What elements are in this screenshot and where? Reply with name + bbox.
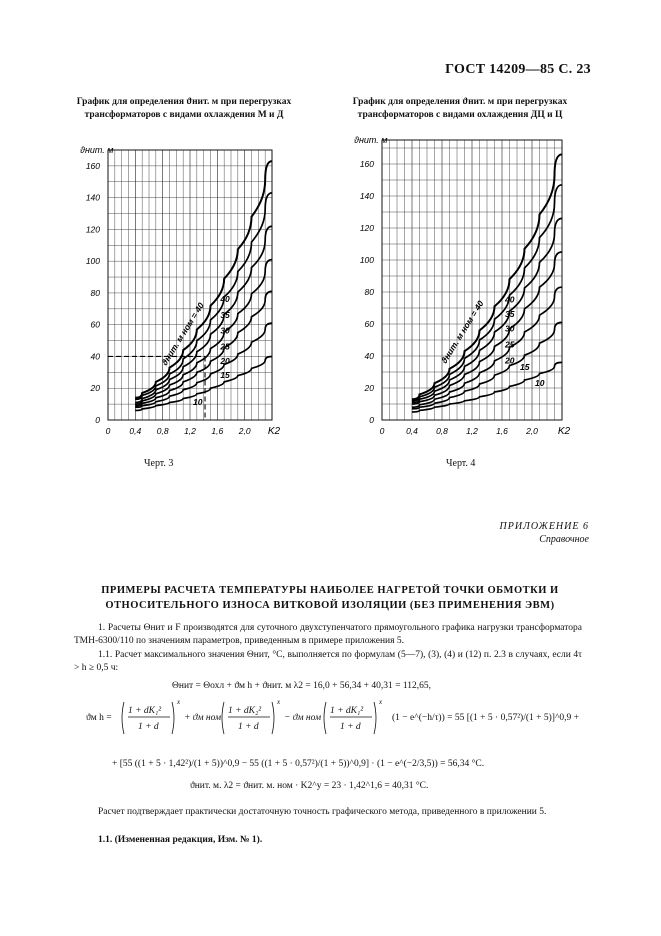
paragraph-amendment: 1.1. (Измененная редакция, Изм. № 1). — [98, 835, 263, 845]
appendix-subtitle: Справочное — [539, 534, 589, 545]
section-title-line2: ОТНОСИТЕЛЬНОГО ИЗНОСА ВИТКОВОЙ ИЗОЛЯЦИИ (БЕЗ ПРИМЕНЕНИЯ ЭВМ) — [105, 600, 555, 611]
x-tick-label: 1,2 — [184, 426, 196, 436]
chart4-title-line1: График для определения ϑнит. м при перегрузках — [352, 97, 568, 107]
series-label-10: 10 — [193, 397, 203, 408]
equation-theta-mh-rhs: (1 − e^(−h/τ)) = 55 [(1 + 5 · 0,57²)/(1 + 5)]^0,9 + — [392, 713, 580, 723]
svg-text:x: x — [379, 698, 383, 706]
svg-text:1 + dK₂²: 1 + dK₂² — [228, 706, 262, 716]
appendix-label — [500, 520, 590, 546]
y-tick-label: 60 — [364, 319, 374, 329]
equation-theta-mh-continued: + [55 ((1 + 5 · 1,42²)/(1 + 5))^0,9 − 55 ((1 + 5 · 0,57²)/(1 + 5))^0,9] · (1 − e^(−2/3,5)) = 56,34 °С. — [112, 759, 485, 769]
x-tick-label: 0,4 — [129, 426, 142, 436]
series-label-40: 40 — [220, 293, 230, 304]
series-label-35: 35 — [505, 309, 515, 319]
y-tick-label: 160 — [359, 159, 374, 169]
x-tick-label: 2,0 — [526, 426, 538, 436]
x-axis-label: K2 — [557, 426, 571, 437]
svg-text:1 + d: 1 + d — [340, 722, 361, 732]
y-tick-label: 140 — [359, 191, 374, 201]
y-tick-label: 100 — [85, 256, 100, 267]
y-tick-label: 0 — [95, 415, 100, 425]
svg-text:x: x — [177, 698, 181, 706]
series-label-40: 40 — [505, 294, 515, 305]
paragraph-1: 1. Расчеты Θнит и F производятся для суточного двухступенчатого прямоугольного графика нагрузки трансформатора ТМН-6300/110 по значениям параметров, приведенным в примере приложения 5. — [74, 623, 582, 646]
paragraph-conclusion: Расчет подтверждает практически достаточную точность графического метода, приведенного в приложении 5. — [98, 807, 547, 817]
paragraph-1-1: 1.1. Расчет максимального значения Θнит, °С, выполняется по формулам (5—7), (3), (4) и (12) п. 2.3 в случаях, если 4τ > h ≥ 0,5 ч: — [74, 650, 582, 673]
x-tick-label: 0 — [379, 426, 385, 436]
x-tick-label: 0,4 — [406, 426, 418, 436]
section-title-line1: ПРИМЕРЫ РАСЧЕТА ТЕМПЕРАТУРЫ НАИБОЛЕЕ НАГРЕТОЙ ТОЧКИ ОБМОТКИ И — [101, 585, 559, 596]
series-label-15: 15 — [220, 370, 230, 381]
series-label-30: 30 — [220, 325, 230, 336]
chart4-title — [340, 96, 580, 122]
chart4-caption: Черт. 4 — [446, 458, 476, 469]
chart-4 — [340, 128, 590, 440]
x-tick-label: 1,2 — [466, 426, 478, 436]
x-axis-label: K2 — [267, 426, 281, 437]
chart4-title-line2: трансформаторов с видами охлаждения ДЦ и Ц — [357, 110, 563, 120]
x-tick-label: 1,6 — [211, 426, 224, 436]
equation-theta-mh-fraction-group — [120, 698, 390, 738]
x-tick-label: 2,0 — [238, 426, 251, 436]
y-tick-label: 20 — [364, 383, 374, 393]
y-tick-label: 140 — [85, 192, 100, 203]
equation-theta-nit-lambda: ϑнит. м. λ2 = ϑнит. м. ном · K2^y = 23 · 1,42^1,6 = 40,31 °С. — [190, 781, 429, 791]
y-tick-label: 120 — [359, 223, 374, 233]
x-tick-label: 0,8 — [156, 426, 169, 436]
y-tick-label: 100 — [359, 255, 374, 265]
y-axis-label: ϑнит. м — [80, 145, 114, 155]
series-label-35: 35 — [220, 309, 230, 320]
y-tick-label: 60 — [90, 319, 100, 330]
svg-text:1 + dK₁²: 1 + dK₁² — [330, 706, 364, 716]
series-label-20: 20 — [220, 355, 230, 366]
x-tick-label: 0 — [105, 426, 111, 436]
chart3-title — [74, 96, 294, 122]
svg-text:1 + d: 1 + d — [138, 722, 159, 732]
y-axis-label: ϑнит. м — [354, 135, 388, 145]
equation-theta-nit: Θнит = Θохл + ϑм h + ϑнит. м λ2 = 16,0 + 56,34 + 40,31 = 112,65, — [172, 681, 431, 691]
chart-3 — [60, 138, 290, 438]
series-label-20: 20 — [505, 355, 515, 366]
svg-text:x: x — [277, 698, 281, 706]
y-tick-label: 80 — [90, 287, 100, 298]
svg-text:− ϑм ном: − ϑм ном — [284, 713, 322, 723]
y-tick-label: 120 — [85, 224, 100, 235]
y-tick-label: 160 — [85, 160, 100, 171]
svg-text:1 + dK₁²: 1 + dK₁² — [128, 706, 162, 716]
x-tick-label: 1,6 — [496, 426, 508, 436]
y-tick-label: 20 — [90, 383, 100, 394]
svg-text:+ ϑм ном: + ϑм ном — [184, 713, 222, 723]
y-tick-label: 0 — [369, 415, 374, 425]
series-label-15: 15 — [520, 361, 530, 372]
svg-text:1 + d: 1 + d — [238, 722, 259, 732]
chart3-title-line1: График для определения ϑнит. м при перегрузках — [76, 97, 292, 107]
section-title — [80, 583, 580, 613]
series-label-10: 10 — [535, 377, 545, 388]
series-label-30: 30 — [505, 323, 515, 334]
y-tick-label: 40 — [90, 351, 100, 362]
series-label-25: 25 — [505, 339, 515, 350]
equation-theta-mh-lhs: ϑм h = — [86, 713, 112, 723]
appendix-title: ПРИЛОЖЕНИЕ 6 — [499, 521, 589, 532]
curve-parameter-label: ϑнит. м ном = 40 — [159, 300, 206, 368]
page-header: ГОСТ 14209—85 С. 23 — [445, 62, 591, 77]
y-tick-label: 40 — [364, 351, 374, 361]
chart3-title-line2: трансформаторов с видами охлаждения М и Д — [84, 110, 284, 120]
x-tick-label: 0,8 — [436, 426, 448, 436]
chart3-caption: Черт. 3 — [144, 458, 174, 469]
curve-parameter-label: ϑнит. м ном = 40 — [438, 298, 486, 366]
series-label-25: 25 — [220, 341, 230, 352]
y-tick-label: 80 — [364, 287, 374, 297]
